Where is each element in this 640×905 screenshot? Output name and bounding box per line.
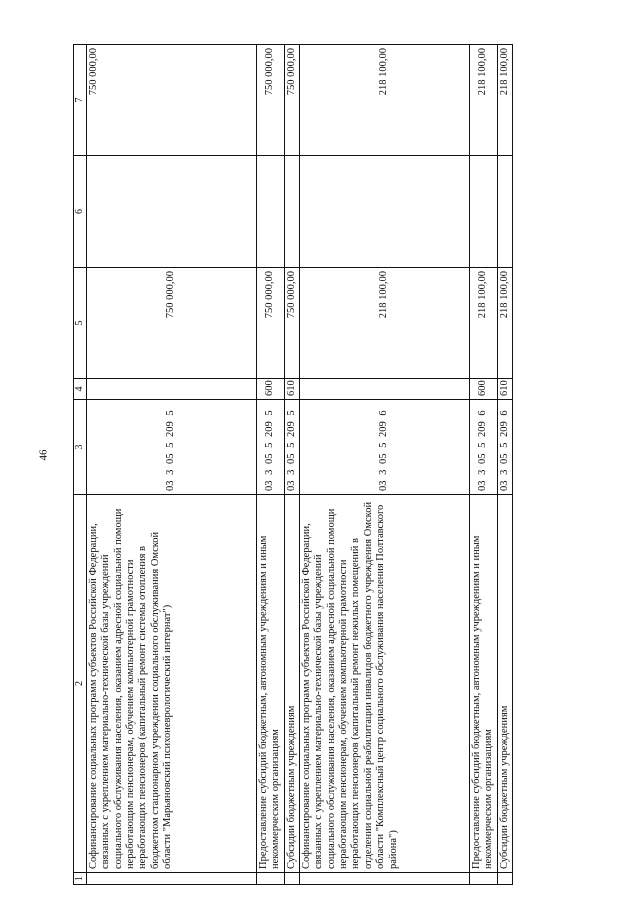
- row-col7: 750 000,00: [256, 45, 284, 156]
- row-name: Предоставление субсидий бюджетным, автономным учреждениям и иным некоммерческим организациям: [256, 495, 284, 873]
- row-col5: 218 100,00: [497, 268, 512, 379]
- row-code: 03 3 05 5 209 5: [256, 400, 284, 495]
- header-col-1: 1: [74, 873, 87, 885]
- row-col7: 750 000,00: [86, 45, 256, 156]
- header-col-3: 3: [74, 400, 87, 495]
- row-name: Софинансирование социальных программ субъектов Российской Федерации, связанных с укреплением материально-технической базы учреждений социального обслуживания населения, оказанием адресной социальной помощи неработающим пенсионерам, обучением компьютерной грамотности неработающих пенсионеров (капитальный ремонт нежилых помещений в отделении социальной реабилитации инвалидов бюджетного учреждения Омской области "Комплексный центр социального обслуживания населения Полтавского района"): [299, 495, 469, 873]
- row-index-cell: [284, 873, 299, 885]
- header-col-4: 4: [74, 379, 87, 400]
- row-col6: [284, 156, 299, 268]
- budget-table-rotated: [73, 45, 513, 885]
- row-index-cell: [86, 873, 256, 885]
- row-code: 03 3 05 5 209 5: [284, 400, 299, 495]
- table-row: [299, 45, 469, 885]
- row-col6: [469, 156, 497, 268]
- budget-table: [73, 44, 513, 885]
- row-col6: [299, 156, 469, 268]
- row-col6: [256, 156, 284, 268]
- row-col5: 750 000,00: [86, 268, 256, 379]
- row-code: 03 3 05 5 209 5: [86, 400, 256, 495]
- row-col6: [86, 156, 256, 268]
- row-code: 03 3 05 5 209 6: [299, 400, 469, 495]
- page-number: 46: [37, 449, 50, 461]
- row-code: 03 3 05 5 209 6: [497, 400, 512, 495]
- row-code: 03 3 05 5 209 6: [469, 400, 497, 495]
- row-col5: 750 000,00: [256, 268, 284, 379]
- row-type: [86, 379, 256, 400]
- row-index-cell: [299, 873, 469, 885]
- row-type: 600: [469, 379, 497, 400]
- row-col7: 218 100,00: [497, 45, 512, 156]
- row-index-cell: [256, 873, 284, 885]
- header-col-7: 7: [74, 45, 87, 156]
- table-row: [86, 45, 256, 885]
- table-row: [469, 45, 497, 885]
- row-index-cell: [469, 873, 497, 885]
- header-col-2: 2: [74, 495, 87, 873]
- row-type: 610: [284, 379, 299, 400]
- header-col-5: 5: [74, 268, 87, 379]
- header-row: [74, 45, 87, 885]
- row-col5: 218 100,00: [299, 268, 469, 379]
- row-type: 610: [497, 379, 512, 400]
- table-row: [284, 45, 299, 885]
- row-col7: 218 100,00: [469, 45, 497, 156]
- row-type: [299, 379, 469, 400]
- row-col5: 750 000,00: [284, 268, 299, 379]
- header-col-6: 6: [74, 156, 87, 268]
- table-row: [256, 45, 284, 885]
- table-row: [497, 45, 512, 885]
- row-name: Предоставление субсидий бюджетным, автономным учреждениям и иным некоммерческим организациям: [469, 495, 497, 873]
- row-name: Субсидии бюджетным учреждениям: [284, 495, 299, 873]
- row-col6: [497, 156, 512, 268]
- row-name: Софинансирование социальных программ субъектов Российской Федерации, связанных с укреплением материально-технической базы учреждений социального обслуживания населения, оказанием адресной социальной помощи неработающим пенсионерам, обучением компьютерной грамотности неработающих пенсионеров (капитальный ремонт системы отопления в бюджетном стационарном учреждении социального обслуживания Омской области "Марьяновский психоневрологический интернат"): [86, 495, 256, 873]
- row-col7: 750 000,00: [284, 45, 299, 156]
- row-col5: 218 100,00: [469, 268, 497, 379]
- row-index-cell: [497, 873, 512, 885]
- row-col7: 218 100,00: [299, 45, 469, 156]
- row-name: Субсидии бюджетным учреждениям: [497, 495, 512, 873]
- row-type: 600: [256, 379, 284, 400]
